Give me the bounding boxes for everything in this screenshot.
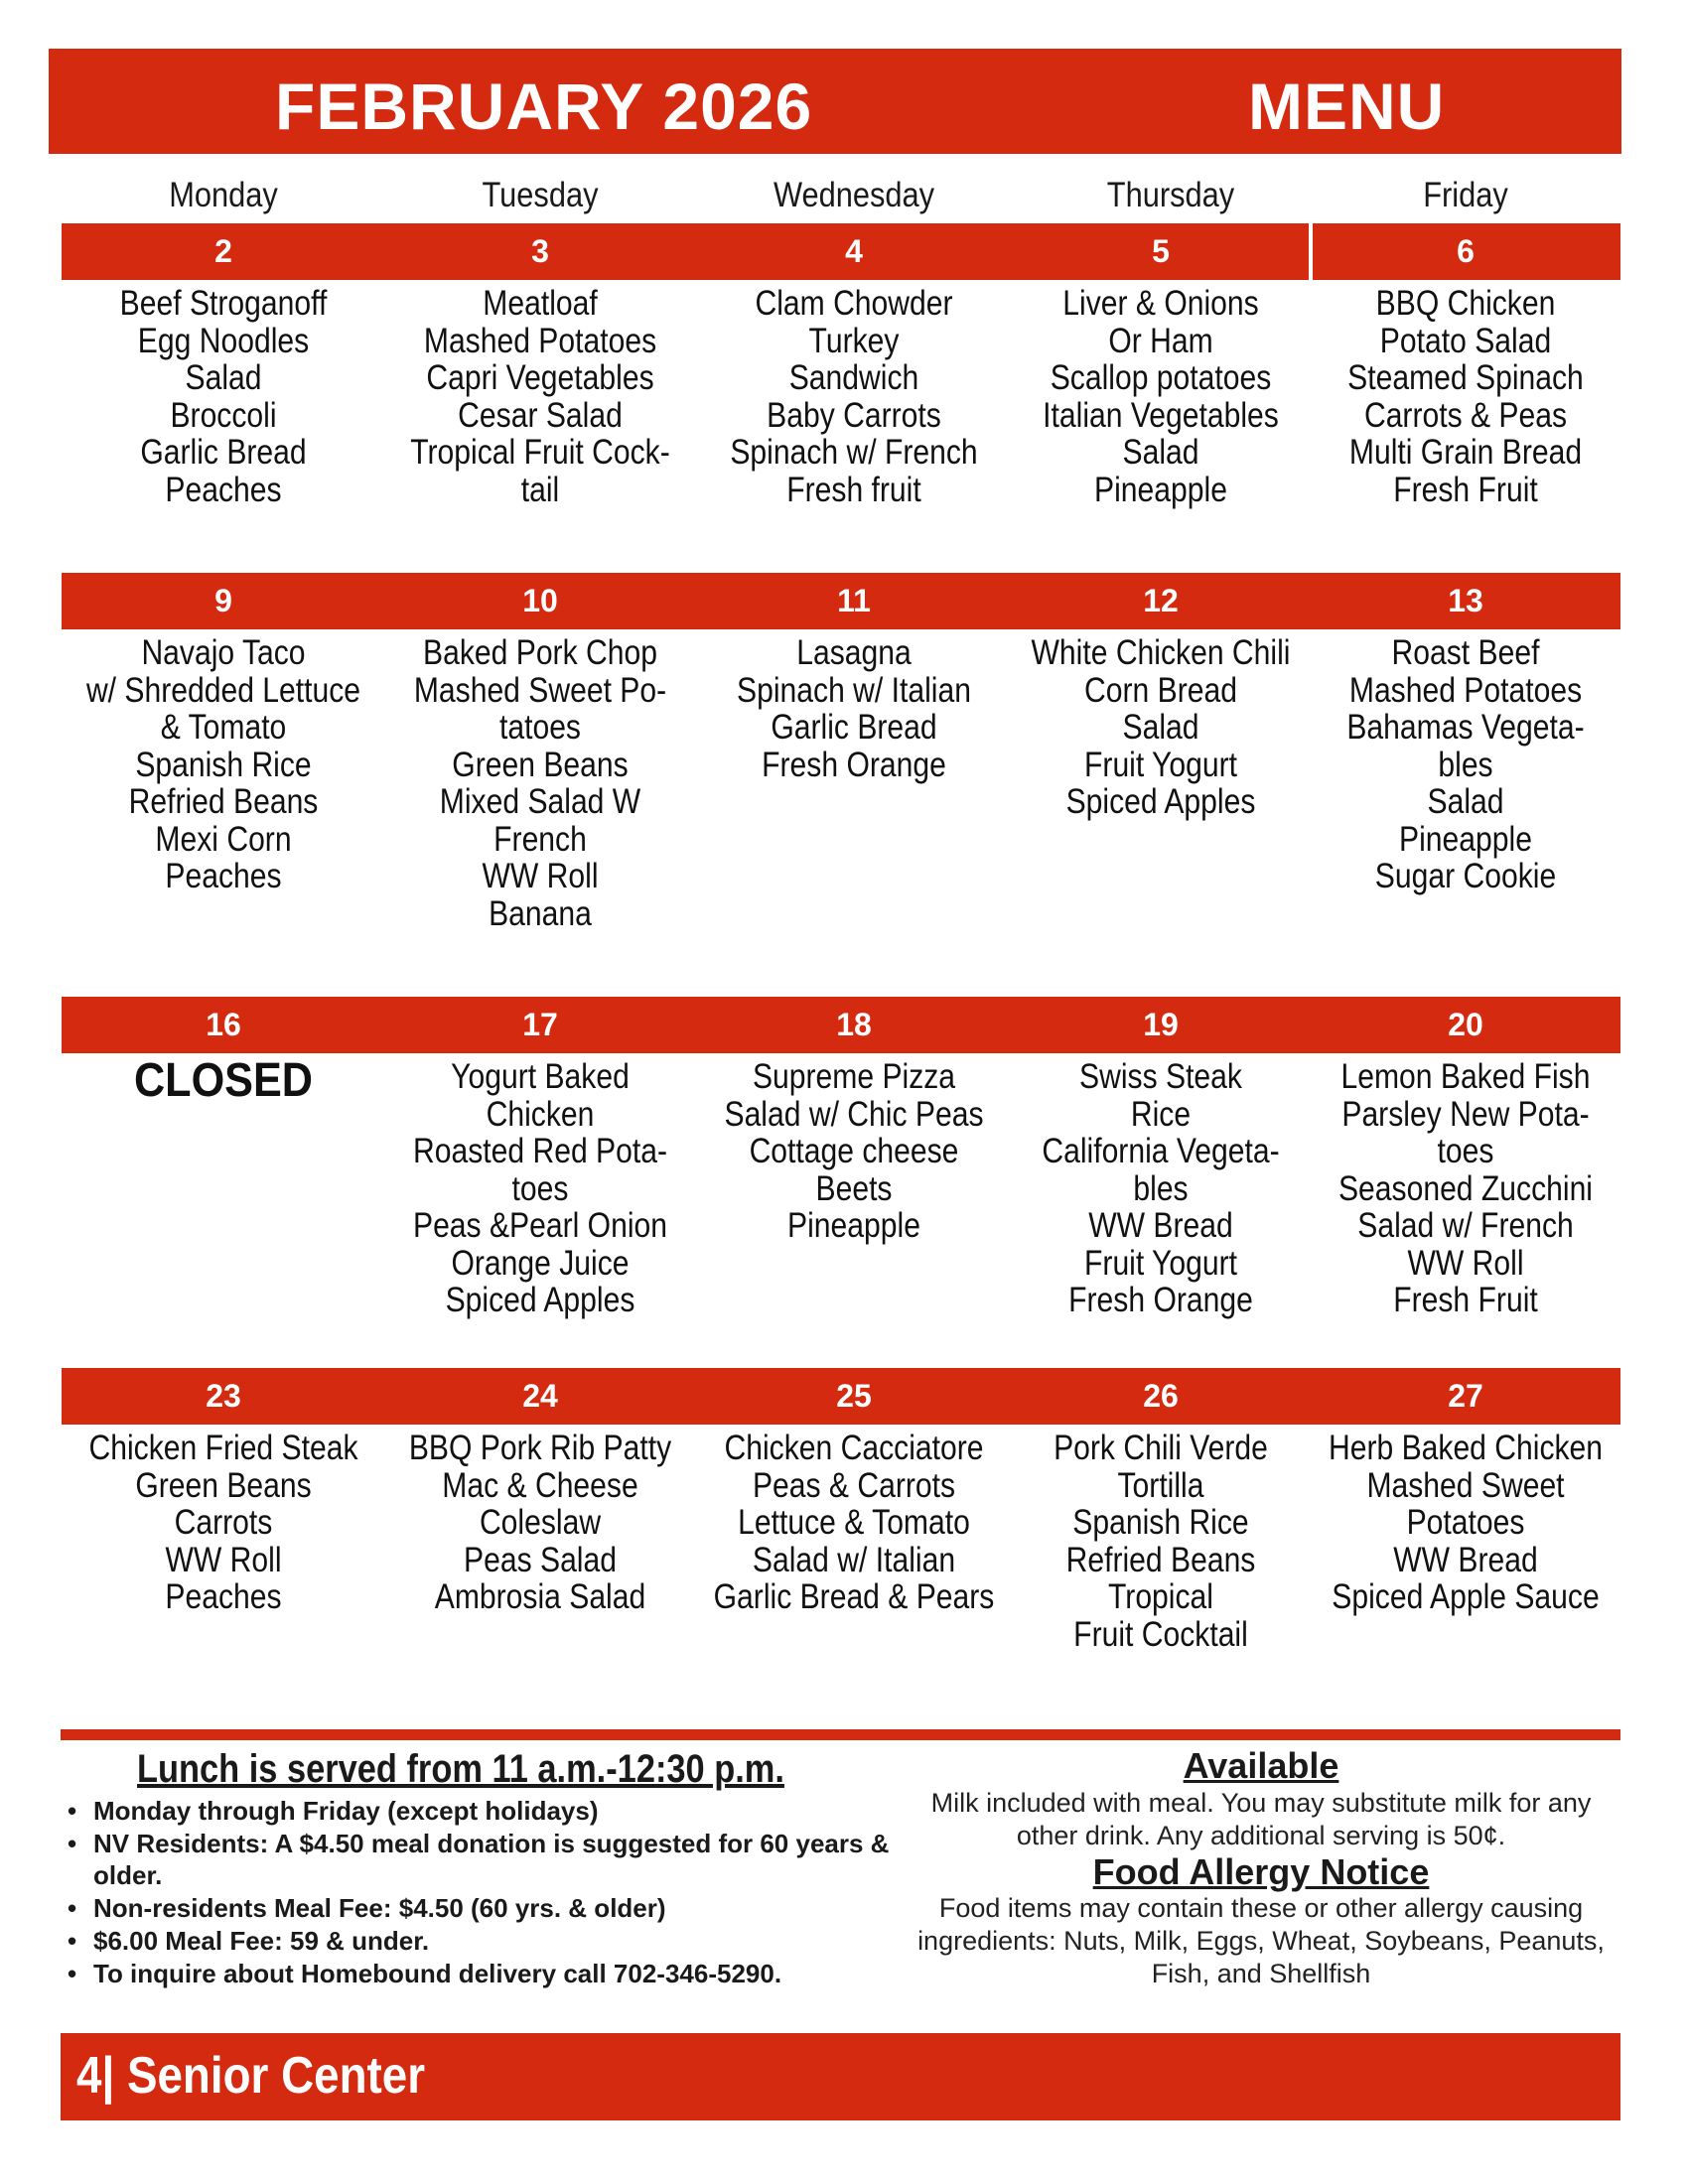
meal-item: Salad: [1427, 782, 1504, 821]
meal-list: [56, 1054, 391, 1107]
meal-item: Mashed Sweet: [1366, 1465, 1565, 1505]
meal-item: Banana: [489, 893, 592, 933]
meal-item: Corn Bread: [1084, 670, 1237, 710]
meal-item: Carrots & Peas: [1363, 395, 1568, 435]
date-number: 27: [1448, 1378, 1483, 1414]
date-number: 25: [836, 1378, 872, 1414]
date-number: 4: [845, 233, 863, 269]
meal-item: Peas Salad: [464, 1540, 617, 1579]
meal-item: Pineapple: [1399, 819, 1532, 859]
meal-item: Peaches: [165, 857, 282, 895]
meal-item: Salad w/ Italian: [752, 1540, 956, 1579]
meal-list: [1007, 634, 1315, 821]
date-number: 3: [531, 233, 549, 269]
meal-item: Garlic Bread & Pears: [713, 1577, 995, 1616]
meal-item: Seasoned Zucchini: [1337, 1168, 1594, 1208]
meal-item: Salad: [185, 358, 262, 397]
meal-item: Meatloaf: [483, 284, 598, 323]
meal-item: Peas & Carrots: [752, 1465, 956, 1505]
meal-item: Mexi Corn: [155, 819, 292, 859]
section-divider: [61, 1729, 1620, 1740]
meal-item: BBQ Chicken: [1375, 284, 1556, 323]
meal-item: Sugar Cookie: [1374, 857, 1557, 895]
meal-item: Potato Salad: [1379, 321, 1552, 360]
bullet-item: • Non-residents Meal Fee: $4.50 (60 yrs. & older): [68, 1892, 921, 1924]
meal-item: Spiced Apples: [1065, 782, 1256, 821]
date-number: 16: [206, 1007, 241, 1042]
meal-item: Fruit Cocktail: [1073, 1614, 1248, 1654]
meal-item: WW Roll: [165, 1540, 282, 1579]
meal-item: Clam Chowder: [755, 284, 953, 323]
meal-item: Italian Vegetables: [1043, 395, 1279, 435]
date-number: 11: [837, 583, 871, 618]
meal-item: Salad: [1122, 433, 1199, 472]
day-thursday: Thursday: [1106, 176, 1235, 214]
meal-item: Mashed Potatoes: [1348, 670, 1583, 710]
meal-item: Ambrosia Salad: [434, 1577, 646, 1616]
meal-item: Liver & Onions: [1062, 284, 1259, 323]
date-number: 18: [836, 1007, 872, 1042]
meal-item: toes: [511, 1168, 569, 1208]
meal-item: Mashed Sweet Po-: [413, 670, 667, 710]
meal-item: Refried Beans: [128, 782, 319, 821]
meal-item: Scallop potatoes: [1050, 358, 1272, 397]
meal-item: Cottage cheese: [749, 1132, 959, 1170]
date-number: 13: [1448, 583, 1483, 618]
date-number: 26: [1143, 1378, 1179, 1414]
meal-item: tatoes: [498, 708, 581, 747]
meal-item: Salad: [1122, 708, 1199, 747]
meal-item: Salad w/ Chic Peas: [724, 1094, 984, 1134]
available-heading: Available: [1183, 1745, 1339, 1786]
meal-item: Green Beans: [135, 1465, 312, 1505]
date-number: 17: [522, 1007, 558, 1042]
meal-item: WW Bread: [1088, 1206, 1233, 1245]
meal-item: Chicken Cacciatore: [724, 1429, 984, 1467]
meal-list: [1305, 1430, 1626, 1616]
meal-item: Parsley New Pota-: [1341, 1094, 1590, 1134]
meal-item: toes: [1437, 1132, 1494, 1170]
meal-item: Fresh fruit: [786, 470, 921, 509]
meal-item: Fresh Fruit: [1393, 1281, 1538, 1319]
meal-item: Pineapple: [1094, 470, 1227, 509]
meal-item: Herb Baked Chicken: [1328, 1429, 1604, 1467]
meal-list: [1007, 1058, 1315, 1319]
meal-list: [1007, 285, 1315, 508]
meal-item: Turkey: [808, 321, 900, 360]
meal-list: [1305, 285, 1626, 508]
day-monday: Monday: [169, 176, 278, 214]
meal-list: [689, 1430, 1019, 1616]
date-number: 6: [1457, 233, 1475, 269]
meal-item: Mixed Salad W: [439, 782, 641, 821]
footer-label: 4| Senior Center: [76, 2047, 426, 2105]
meal-item: Beef Stroganoff: [119, 284, 328, 323]
meal-item: Carrots: [174, 1503, 273, 1542]
meal-item: Steamed Spinach: [1347, 358, 1584, 397]
meal-item: Spanish Rice: [135, 745, 312, 784]
meal-item: Roasted Red Pota-: [412, 1132, 667, 1170]
meal-item: Chicken Fried Steak: [88, 1429, 358, 1467]
meal-item: tail: [520, 470, 560, 509]
meal-item: Egg Noodles: [137, 321, 310, 360]
meal-item: Spinach w/ French: [730, 433, 978, 472]
meal-item: & Tomato: [160, 708, 287, 747]
meal-item: Bahamas Vegeta-: [1346, 708, 1585, 747]
meal-list: [689, 1058, 1019, 1245]
meal-item: Refried Beans: [1065, 1540, 1256, 1579]
meal-item: Pork Chili Verde: [1054, 1429, 1268, 1467]
meal-item: WW Roll: [1407, 1243, 1524, 1283]
meal-item: Baked Pork Chop: [423, 633, 657, 672]
meal-item: Spinach w/ Italian: [737, 670, 971, 710]
day-friday: Friday: [1423, 176, 1508, 214]
allergy-text: Food items may contain these or other allergy causing ingredients: Nuts, Milk, Eggs, Wheat, Soybeans, Peanuts, Fish, and Shellfish: [917, 1893, 1605, 1988]
meal-item: WW Roll: [482, 857, 599, 895]
meal-item: Navajo Taco: [141, 633, 306, 672]
meal-item: bles: [1438, 745, 1493, 784]
meal-item: California Vegeta-: [1042, 1132, 1280, 1170]
meal-list: [56, 634, 391, 895]
menu-title: MENU: [1248, 69, 1446, 143]
day-tuesday: Tuesday: [482, 176, 599, 214]
meal-item: w/ Shredded Lettuce: [85, 670, 361, 710]
meal-list: [379, 285, 701, 508]
meal-list: [1305, 1058, 1626, 1319]
meal-list: [379, 1430, 701, 1616]
meal-item: Coleslaw: [479, 1503, 602, 1542]
meal-list: [689, 285, 1019, 508]
meal-list: [379, 634, 701, 932]
footer-bar: [61, 2033, 1620, 2120]
meal-item: Peas &Pearl Onion: [412, 1206, 667, 1245]
meal-item: Fruit Yogurt: [1084, 1243, 1237, 1283]
meal-item: Rice: [1130, 1094, 1192, 1134]
meal-item: Broccoli: [170, 395, 277, 435]
meal-item: Salad w/ French: [1357, 1206, 1574, 1245]
lunch-heading: Lunch is served from 11 a.m.-12:30 p.m.: [137, 1747, 784, 1791]
bullet-item: • Monday through Friday (except holidays): [68, 1795, 921, 1827]
meal-item: Fresh Orange: [1068, 1281, 1253, 1319]
meal-item: Capri Vegetables: [426, 358, 654, 397]
meal-item: Or Ham: [1108, 321, 1213, 360]
meal-item: Lasagna: [796, 633, 912, 672]
meal-item: Swiss Steak: [1079, 1057, 1242, 1096]
meal-list: [379, 1058, 701, 1319]
closed-label: CLOSED: [133, 1054, 313, 1107]
meal-item: Garlic Bread: [140, 433, 307, 472]
date-number: 24: [522, 1378, 558, 1414]
month-title: FEBRUARY 2026: [275, 69, 813, 143]
meal-item: Lemon Baked Fish: [1340, 1057, 1591, 1096]
meal-item: French: [493, 819, 587, 859]
date-number: 10: [522, 583, 558, 618]
meal-item: bles: [1133, 1168, 1189, 1208]
day-wednesday: Wednesday: [773, 176, 935, 214]
meal-item: Mac & Cheese: [442, 1465, 638, 1505]
meal-list: [689, 634, 1019, 783]
meal-item: Chicken: [486, 1094, 595, 1134]
meal-item: Yogurt Baked: [451, 1057, 630, 1096]
meal-item: Tropical: [1108, 1577, 1213, 1616]
date-number: 5: [1152, 233, 1170, 269]
bullet-item: • To inquire about Homebound delivery call 702-346-5290.: [68, 1958, 921, 1989]
meal-list: [56, 285, 391, 508]
meal-item: Tortilla: [1117, 1465, 1204, 1505]
date-number: 20: [1448, 1007, 1483, 1042]
meal-item: Sandwich: [788, 358, 919, 397]
meal-item: White Chicken Chili: [1031, 633, 1291, 672]
bullet-item: • $6.00 Meal Fee: 59 & under.: [68, 1925, 921, 1957]
meal-item: Fruit Yogurt: [1084, 745, 1237, 784]
date-number: 19: [1143, 1007, 1179, 1042]
meal-list: [1305, 634, 1626, 895]
meal-item: Garlic Bread: [771, 708, 937, 747]
meal-item: Mashed Potatoes: [423, 321, 657, 360]
meal-item: Cesar Salad: [458, 395, 623, 435]
meal-item: Fresh Fruit: [1393, 470, 1538, 509]
meal-item: Spanish Rice: [1072, 1503, 1249, 1542]
meal-item: Beets: [815, 1168, 893, 1208]
meal-item: WW Bread: [1393, 1540, 1538, 1579]
info-bullets: [68, 1795, 921, 1990]
allergy-heading: Food Allergy Notice: [1092, 1851, 1430, 1892]
available-text: Milk included with meal. You may substitute milk for any other drink. Any additional serving is 50¢.: [930, 1788, 1592, 1850]
date-number: 12: [1143, 583, 1179, 618]
meal-item: Fresh Orange: [762, 745, 946, 784]
meal-item: Green Beans: [452, 745, 629, 784]
meal-list: [1007, 1430, 1315, 1653]
date-number: 9: [214, 583, 232, 618]
meal-item: Pineapple: [787, 1206, 920, 1245]
meal-item: BBQ Pork Rib Patty: [408, 1429, 672, 1467]
meal-item: Roast Beef: [1391, 633, 1540, 672]
title-bar: [49, 49, 1621, 154]
meal-item: Supreme Pizza: [752, 1057, 956, 1096]
meal-item: Peaches: [165, 470, 282, 509]
date-number: 2: [214, 233, 232, 269]
meal-item: Orange Juice: [451, 1243, 630, 1283]
date-number: 23: [206, 1378, 241, 1414]
meal-item: Multi Grain Bread: [1348, 433, 1583, 472]
meal-item: Baby Carrots: [767, 395, 941, 435]
meal-item: Spiced Apples: [445, 1281, 635, 1319]
meal-list: [56, 1430, 391, 1616]
meal-item: Peaches: [165, 1577, 282, 1616]
meal-item: Spiced Apple Sauce: [1332, 1577, 1600, 1616]
meal-item: Tropical Fruit Cock-: [410, 433, 670, 472]
meal-item: Lettuce & Tomato: [738, 1503, 970, 1542]
bullet-item: • NV Residents: A $4.50 meal donation is suggested for 60 years & older.: [68, 1828, 921, 1891]
meal-item: Potatoes: [1406, 1503, 1525, 1542]
